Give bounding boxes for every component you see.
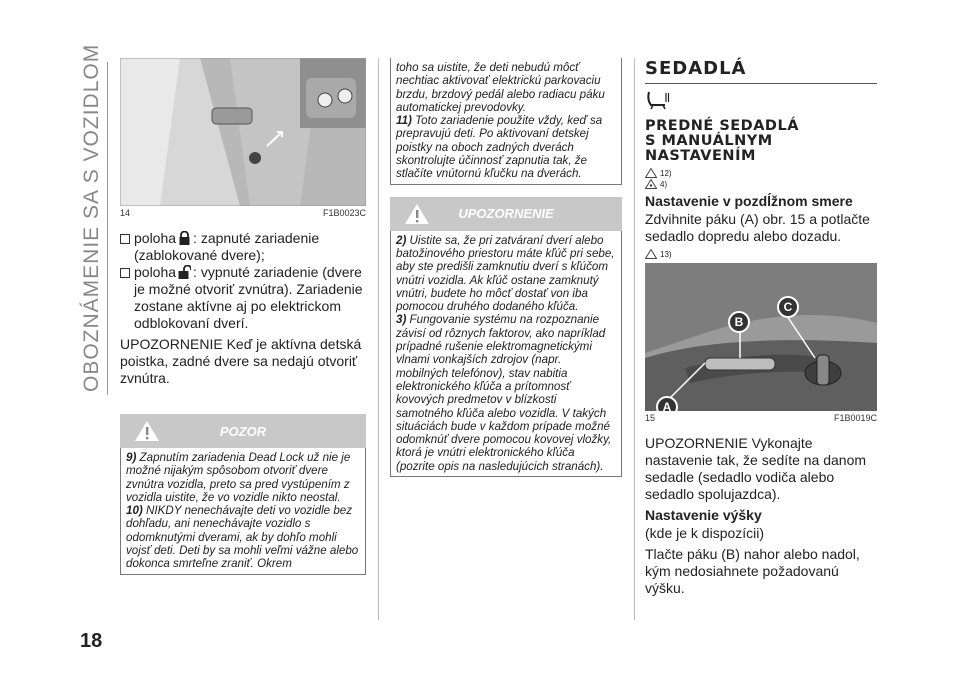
- column-1: [120, 58, 366, 575]
- paragraph-availability: (kde je k dispozícii): [645, 525, 765, 541]
- bullet-list: [120, 230, 366, 332]
- warning-header: UPOZORNENIE: [390, 197, 622, 231]
- callout-c: C: [777, 296, 799, 318]
- figure-caption: [645, 413, 877, 423]
- section-title: SEDADLÁ: [645, 58, 747, 79]
- column-2: [390, 58, 622, 477]
- warning-triangle-icon: [645, 168, 657, 178]
- warning-triangle-icon: [404, 203, 430, 225]
- side-chapter-title: OBOZNÁMENIE SA S VOZIDLOM: [80, 43, 103, 392]
- warning-body: 2) Uistite sa, že pri zatváraní dverí alebo batožinového priestoru máte kľúč pri sebe, aby ste predišli zamknutiu dverí s kľúčom vnútri vozidla. Ak kľúč ostane zamknutý vnútri, budete ho môcť dostať von iba pomocou druhého dodaného kľúča. 3) Fungovanie systému na rozpoznanie závisí od rôznych faktorov, ako napríklad prípadné rušenie elektromagnetickými vlnami vonkajších zdrojov (napr. mobilných telefónov), stav nabitia elektronického kľúča a prítomnosť kovových predmetov v blízkosti samotného kľúča alebo vozidla. V takých situáciách bude v každom prípade možné odomknúť dvere pomocou kovovej vložky, ktorá je vnútri elektronického kľúča (pozrite opis na nasledujúcich stranách).: [390, 231, 622, 477]
- warning-box-upozornenie: [390, 197, 622, 477]
- column-divider: [378, 58, 379, 620]
- side-divider: [107, 62, 108, 395]
- warning-header: POZOR: [120, 414, 366, 448]
- figure-number: 15: [645, 413, 656, 423]
- column-divider: [634, 58, 635, 620]
- notice-paragraph: UPOZORNENIE Keď je aktívna detská poistka, zadné dvere sa nedajú otvoriť zvnútra.: [120, 336, 362, 386]
- warning-body: 9) Zapnutím zariadenia Dead Lock už nie je možné nijakým spôsobom otvoriť dvere zvnútra vozidla, preto sa pred vystúpením z vozidla uistite, že vo vozidle nikto neostal. 10) NIKDY nenechávajte deti vo vozidle bez dohľadu, ani nenechávajte vozidlo s odomknutými dverami, ak by dohľo mohli vojsť deti. Deti by sa mohli veľmi vážne alebo dokonca smrteľne zraniť. Okrem: [120, 448, 366, 575]
- checkbox-bullet-icon: [120, 268, 130, 278]
- section-rule: [645, 83, 877, 84]
- paragraph-height: Tlačte páku (B) nahor alebo nadol, kým nedosiahnete požadovanú výšku.: [645, 546, 860, 596]
- warning-reference: 13): [645, 249, 877, 259]
- caution-reference: 4): [645, 179, 877, 189]
- warning-triangle-icon: [134, 420, 160, 442]
- figure-14-door-lock: [120, 58, 366, 206]
- warning-box-pozor: [120, 414, 366, 575]
- page-number: 18: [80, 630, 103, 652]
- callout-a: A: [656, 396, 678, 411]
- warning-triangle-icon: [645, 249, 657, 259]
- subsection-title: PREDNÉ SEDADLÁ S MANUÁLNYM NASTAVENÍM: [645, 118, 799, 164]
- heading-height: Nastavenie výšky: [645, 507, 762, 523]
- warning-reference: 12): [645, 168, 877, 178]
- column-3: [645, 58, 877, 601]
- figure-number: 14: [120, 208, 131, 218]
- seat-icon: [645, 90, 671, 110]
- warning-continuation: toho sa uistite, že deti nebudú môcť nechtiac aktivovať elektrickú parkovaciu brzdu, brzdový pedál alebo radiacu páku automatickej prevodovky. 11) Toto zariadenie použite vždy, keď sa prepravujú deti. Po aktivovaní detskej poistky na oboch zadných dverách skontrolujte účinnosť zapnutia tak, že stlačíte vnútornú kľučku na dverách.: [390, 58, 622, 185]
- unlocked-padlock-icon: [178, 265, 191, 279]
- heading-longitudinal: Nastavenie v pozdĺžnom smere: [645, 193, 853, 209]
- figure-15-seat-levers: [645, 263, 877, 411]
- checkbox-bullet-icon: [120, 234, 130, 244]
- list-item: poloha : vypnuté zariadenie (dvere je možné otvoriť zvnútra). Zariadenie zostane aktívne aj po elektrickom odblokovaní dverí.: [120, 264, 366, 332]
- caution-icon: [645, 179, 657, 189]
- figure-code: F1B0019C: [833, 413, 877, 423]
- notice-paragraph: UPOZORNENIE Vykonajte nastavenie tak, že sedíte na danom sedadle (sedadlo vodiča alebo sedadlo spolujazdca).: [645, 435, 867, 502]
- figure-caption: [120, 208, 366, 218]
- figure-code: F1B0023C: [322, 208, 366, 218]
- locked-padlock-icon: [178, 231, 191, 245]
- paragraph-longitudinal: Zdvihnite páku (A) obr. 15 a potlačte sedadlo dopredu alebo dozadu.: [645, 211, 870, 244]
- list-item: poloha : zapnuté zariadenie (zablokované dvere);: [120, 230, 366, 264]
- callout-b: B: [728, 311, 750, 333]
